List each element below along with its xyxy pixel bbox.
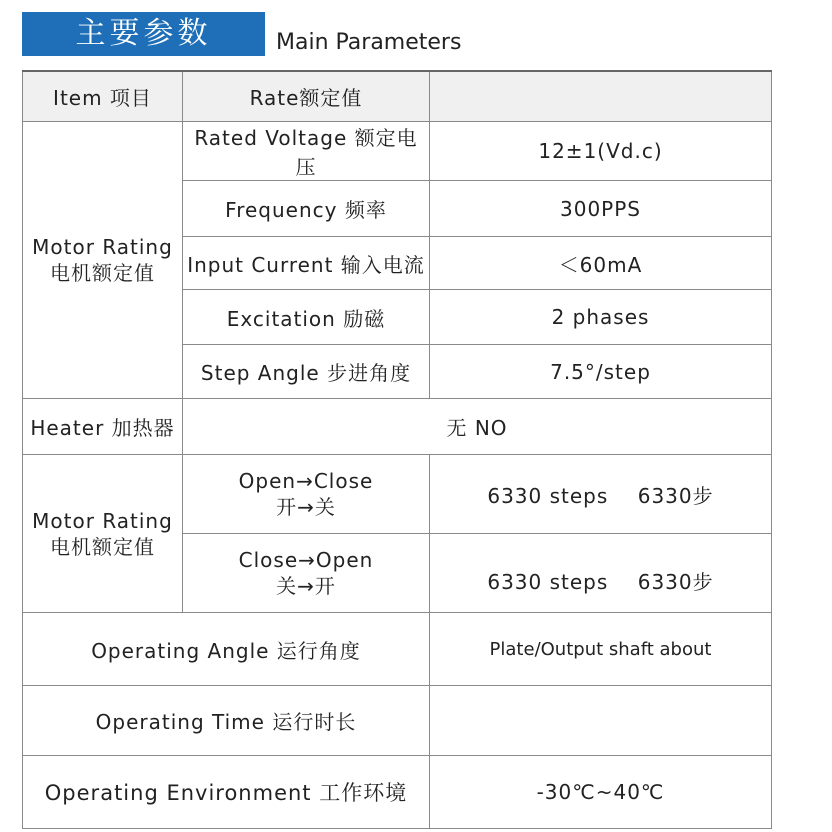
table-header-row (23, 71, 772, 122)
param-close-open-cn: 关→开 (276, 574, 336, 598)
operating-env-value: -30℃~40℃ (430, 756, 772, 829)
table-row (23, 399, 772, 455)
param-input-current: Input Current 输入电流 (183, 237, 430, 290)
group-label-motor-rating-2 (23, 455, 183, 613)
param-open-close-en: Open→Close (238, 469, 374, 493)
group-label-cn: 电机额定值 (50, 534, 155, 559)
group-label-en: Motor Rating (32, 235, 173, 259)
param-close-open (183, 534, 430, 613)
operating-angle-value: Plate/Output shaft about (430, 613, 772, 686)
value-frequency: 300PPS (430, 181, 772, 237)
param-close-open-en: Close→Open (238, 548, 374, 572)
heater-label: Heater 加热器 (23, 399, 183, 455)
group-label-cn: 电机额定值 (50, 261, 155, 285)
header-empty (430, 71, 772, 122)
section-title-cn: 主要参数 (75, 16, 212, 51)
heater-value: 无 NO (183, 399, 772, 455)
header-item: Item 项目 (23, 71, 183, 122)
param-rated-voltage: Rated Voltage 额定电压 (183, 122, 430, 181)
value-input-current: ＜60mA (430, 237, 772, 290)
section-title-bar (22, 12, 265, 56)
table-row (23, 686, 772, 756)
value-step-angle: 7.5°/step (430, 345, 772, 399)
operating-env-label: Operating Environment 工作环境 (23, 756, 430, 829)
operating-time-label: Operating Time 运行时长 (23, 686, 430, 756)
operating-time-value (430, 686, 772, 756)
table-row (23, 613, 772, 686)
value-excitation: 2 phases (430, 290, 772, 345)
operating-angle-label: Operating Angle 运行角度 (23, 613, 430, 686)
table-row (23, 455, 772, 534)
section-title-en: Main Parameters (276, 30, 462, 55)
group-label-en: Motor Rating (32, 508, 173, 533)
value-rated-voltage: 12±1(Vd.c) (430, 122, 772, 181)
header-rate: Rate额定值 (183, 71, 430, 122)
param-step-angle: Step Angle 步进角度 (183, 345, 430, 399)
param-open-close (183, 455, 430, 534)
value-close-open: 6330 steps 6330步 (430, 534, 772, 613)
value-open-close: 6330 steps 6330步 (430, 455, 772, 534)
param-frequency: Frequency 频率 (183, 181, 430, 237)
parameters-table (22, 70, 772, 829)
group-label-motor-rating (23, 122, 183, 399)
table-row (23, 756, 772, 829)
param-open-close-cn: 开→关 (276, 495, 336, 519)
param-excitation: Excitation 励磁 (183, 290, 430, 345)
table-row (23, 122, 772, 181)
